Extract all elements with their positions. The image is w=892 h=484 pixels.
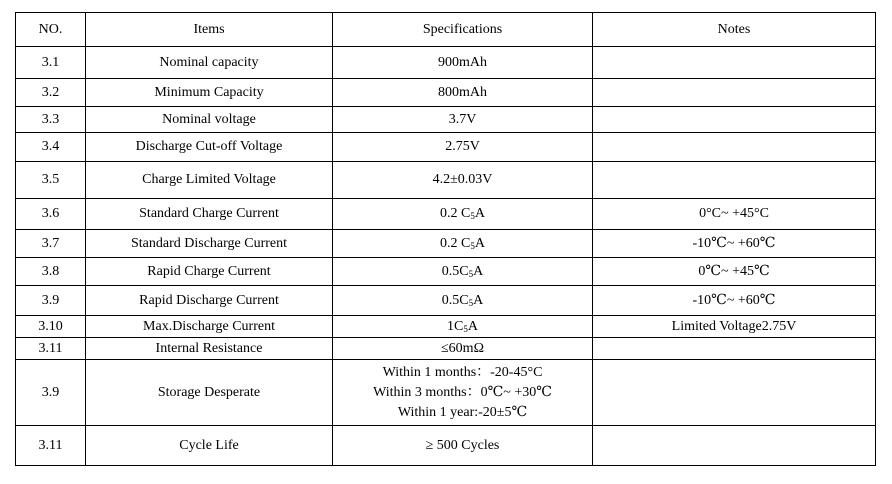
row-spec: 4.2±0.03V xyxy=(333,162,593,199)
header-specifications: Specifications xyxy=(333,13,593,47)
table-row xyxy=(16,258,876,286)
row-item: Minimum Capacity xyxy=(86,79,333,107)
row-spec: $0.5C_5A$ xyxy=(333,258,593,286)
row-spec: 900mAh xyxy=(333,47,593,79)
row-item: Storage Desperate xyxy=(86,360,333,426)
row-spec: $1C_5A$ xyxy=(333,316,593,338)
row-no: 3.2 xyxy=(16,79,86,107)
row-item: Charge Limited Voltage xyxy=(86,162,333,199)
row-spec: 0.2 $C_5A$ xyxy=(333,230,593,258)
row-item: Internal Resistance xyxy=(86,338,333,360)
row-no: 3.8 xyxy=(16,258,86,286)
row-no: 3.11 xyxy=(16,426,86,466)
row-spec: 0.2 $C_5A$ xyxy=(333,199,593,230)
table-header-row xyxy=(16,13,876,47)
row-spec: ≥ 500 Cycles xyxy=(333,426,593,466)
table-row xyxy=(16,426,876,466)
row-item: Nominal capacity xyxy=(86,47,333,79)
row-notes xyxy=(593,162,876,199)
row-notes xyxy=(593,338,876,360)
row-notes xyxy=(593,426,876,466)
row-notes xyxy=(593,133,876,162)
row-no: 3.1 xyxy=(16,47,86,79)
row-no: 3.9 xyxy=(16,360,86,426)
table-row xyxy=(16,162,876,199)
row-no: 3.3 xyxy=(16,107,86,133)
row-no: 3.5 xyxy=(16,162,86,199)
spec-line: Within 1 months：-20-45°C xyxy=(382,364,543,380)
row-item: Nominal voltage xyxy=(86,107,333,133)
row-spec: ≤60mΩ xyxy=(333,338,593,360)
table-row xyxy=(16,316,876,338)
row-notes xyxy=(593,79,876,107)
table-row xyxy=(16,107,876,133)
table-row xyxy=(16,230,876,258)
row-notes xyxy=(593,47,876,79)
header-items: Items xyxy=(86,13,333,47)
row-no: 3.11 xyxy=(16,338,86,360)
row-notes: 0°C~ +45°C xyxy=(593,199,876,230)
table-row xyxy=(16,338,876,360)
row-item: Cycle Life xyxy=(86,426,333,466)
row-spec: 800mAh xyxy=(333,79,593,107)
row-item: Standard Charge Current xyxy=(86,199,333,230)
row-spec: 2.75V xyxy=(333,133,593,162)
specifications-table xyxy=(15,12,876,466)
row-notes xyxy=(593,360,876,426)
row-notes xyxy=(593,107,876,133)
table-row xyxy=(16,79,876,107)
header-notes: Notes xyxy=(593,13,876,47)
table-row xyxy=(16,133,876,162)
row-notes: 0℃~ +45℃ xyxy=(593,258,876,286)
table-row xyxy=(16,199,876,230)
row-notes: Limited Voltage2.75V xyxy=(593,316,876,338)
row-item: Max.Discharge Current xyxy=(86,316,333,338)
spec-line: Within 3 months：0℃~ +30℃ xyxy=(373,384,552,400)
row-spec: $0.5C_5A$ xyxy=(333,286,593,316)
row-no: 3.4 xyxy=(16,133,86,162)
row-item: Rapid Discharge Current xyxy=(86,286,333,316)
row-spec: 3.7V xyxy=(333,107,593,133)
row-item: Discharge Cut-off Voltage xyxy=(86,133,333,162)
table-row xyxy=(16,360,876,426)
row-item: Rapid Charge Current xyxy=(86,258,333,286)
table-row xyxy=(16,286,876,316)
row-no: 3.7 xyxy=(16,230,86,258)
header-no: NO. xyxy=(16,13,86,47)
spec-line: Within 1 year:-20±5℃ xyxy=(397,404,528,420)
row-no: 3.6 xyxy=(16,199,86,230)
row-no: 3.10 xyxy=(16,316,86,338)
row-no: 3.9 xyxy=(16,286,86,316)
row-spec xyxy=(333,360,593,426)
row-item: Standard Discharge Current xyxy=(86,230,333,258)
table-row xyxy=(16,47,876,79)
row-notes: -10℃~ +60℃ xyxy=(593,230,876,258)
row-notes: -10℃~ +60℃ xyxy=(593,286,876,316)
